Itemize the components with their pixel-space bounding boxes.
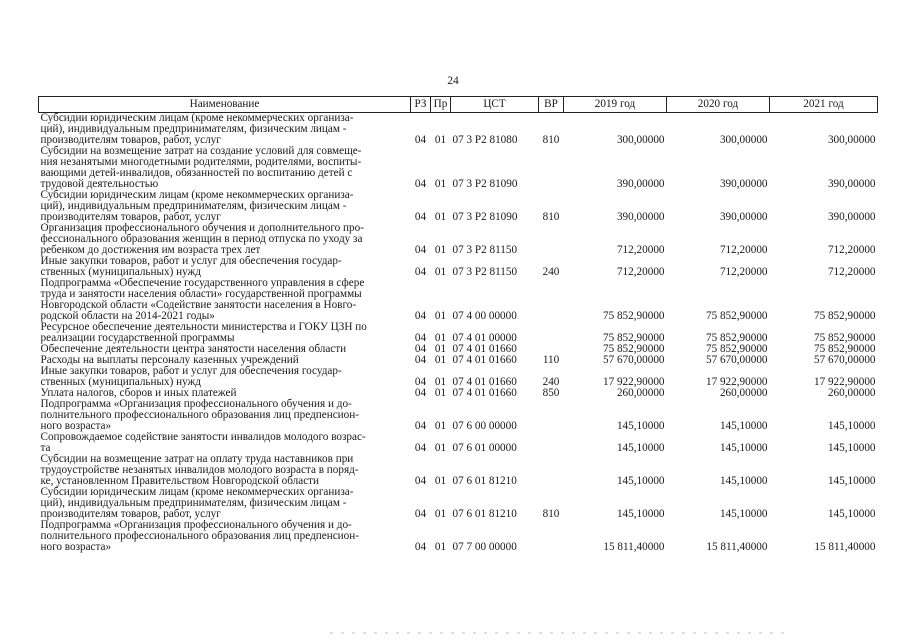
- row-rz: 04: [414, 354, 427, 366]
- table-row: [39, 190, 878, 223]
- table-row: [39, 399, 878, 432]
- table-row: [39, 366, 878, 388]
- row-2021: 57 670,00000: [813, 354, 876, 366]
- row-vr: 850: [542, 387, 560, 399]
- row-name: Субсидии на возмещение затрат на создание условий для совмеще- ния незанятыми многодетными родителями, родителями, воспиты- вающими детей-инвалидов, обязанностей по воспитанию детей с трудовой деятельностью: [40, 145, 362, 190]
- row-vr: [539, 399, 564, 432]
- row-name: Сопровождаемое содействие занятости инвалидов молодого возрас- та: [40, 431, 366, 454]
- row-2019: 17 922,90000: [602, 376, 665, 388]
- row-pr: 01: [434, 310, 447, 322]
- row-rz: 04: [414, 387, 427, 399]
- row-2021: 17 922,90000: [813, 376, 876, 388]
- row-2021: 145,10000: [827, 442, 876, 454]
- row-rz: 04: [414, 376, 427, 388]
- table-row: [39, 113, 878, 147]
- row-pr: 01: [434, 508, 447, 520]
- row-pr: 01: [434, 266, 447, 278]
- row-vr: 110: [542, 354, 560, 366]
- row-2020: 145,10000: [719, 475, 768, 487]
- row-name: Иные закупки товаров, работ и услуг для обеспечения государ- ственных (муниципальных) нужд: [40, 365, 342, 388]
- row-cst: 07 4 01 00000: [452, 332, 517, 344]
- row-2019: 712,20000: [616, 244, 665, 256]
- row-pr: 01: [434, 332, 447, 344]
- row-rz: 04: [414, 211, 427, 223]
- row-2019: 260,00000: [616, 387, 665, 399]
- table-body: [39, 113, 878, 554]
- row-2020: 145,10000: [719, 508, 768, 520]
- row-rz: 04: [414, 508, 427, 520]
- row-2019: 15 811,40000: [603, 541, 665, 553]
- row-cst: 07 3 P2 81150: [452, 266, 518, 278]
- row-2020: 712,20000: [719, 244, 768, 256]
- row-cst: 07 3 P2 81090: [452, 178, 518, 190]
- row-cst: 07 4 01 01660: [452, 354, 517, 366]
- header-row: [39, 97, 878, 113]
- row-pr: 01: [434, 387, 447, 399]
- row-vr: 240: [542, 266, 560, 278]
- row-rz: 04: [414, 332, 427, 344]
- row-2021: 712,20000: [827, 266, 876, 278]
- row-2019: 145,10000: [616, 508, 665, 520]
- row-2020: 300,00000: [719, 134, 768, 146]
- row-pr: 01: [434, 442, 447, 454]
- row-name: Субсидии на возмещение затрат на оплату труда наставников при трудоустройстве незанятых инвалидов молодого возраста в поряд- ке, установленном Правительством Новгородской области: [40, 453, 359, 487]
- row-pr: 01: [434, 343, 447, 355]
- row-name: Подпрограмма «Организация профессионального обучения и до- полнительного профессионального образования лиц предпенсион- ного возраста»: [40, 519, 359, 553]
- row-name: Подпрограмма «Организация профессионального обучения и до- полнительного профессионального образования лиц предпенсион- ного возраста»: [40, 398, 359, 432]
- row-2020: 75 852,90000: [705, 332, 768, 344]
- row-rz: 04: [414, 244, 427, 256]
- row-2019: 390,00000: [616, 211, 665, 223]
- row-name: Иные закупки товаров, работ и услуг для обеспечения государ- ственных (муниципальных) нужд: [40, 255, 342, 278]
- row-cst: 07 4 01 01660: [452, 343, 517, 355]
- row-vr: [539, 278, 564, 322]
- table-row: [39, 223, 878, 256]
- row-pr: 01: [434, 541, 447, 553]
- row-cst: 07 4 01 01660: [452, 387, 517, 399]
- row-rz: 04: [414, 178, 427, 190]
- scan-artifact: [330, 632, 790, 634]
- row-name: Расходы на выплаты персоналу казенных учреждений: [40, 354, 299, 366]
- row-pr: 01: [434, 376, 447, 388]
- row-rz: 04: [414, 134, 427, 146]
- row-cst: 07 6 00 00000: [452, 420, 517, 432]
- table-row: [39, 520, 878, 553]
- row-2019: 712,20000: [616, 266, 665, 278]
- row-2021: 75 852,90000: [813, 310, 876, 322]
- row-rz: 04: [414, 343, 427, 355]
- row-2019: 75 852,90000: [602, 343, 665, 355]
- row-2019: 75 852,90000: [602, 310, 665, 322]
- row-2019: 75 852,90000: [602, 332, 665, 344]
- row-name: Субсидии юридическим лицам (кроме некоммерческих организа- ций), индивидуальным предпринимателям, физическим лицам - производителям товаров, работ, услуг: [40, 189, 354, 223]
- table-row: [39, 432, 878, 454]
- row-name: Организация профессионального обучения и дополнительного про- фессионального образования женщин в период отпуска по уходу за ребенком до достижения им возраста трех лет: [40, 222, 364, 256]
- row-vr: 810: [542, 134, 560, 146]
- row-pr: 01: [434, 178, 447, 190]
- row-2020: 15 811,40000: [706, 541, 768, 553]
- row-vr: [539, 322, 564, 344]
- header-2020: 2020 год: [667, 97, 770, 113]
- row-name: Уплата налогов, сборов и иных платежей: [40, 387, 237, 399]
- table-row: [39, 487, 878, 520]
- row-2019: 145,10000: [616, 475, 665, 487]
- row-2019: 390,00000: [616, 178, 665, 190]
- row-2020: 712,20000: [719, 266, 768, 278]
- row-cst: 07 6 01 00000: [452, 442, 517, 454]
- row-pr: 01: [434, 475, 447, 487]
- row-vr: [539, 520, 564, 553]
- table-row: [39, 322, 878, 344]
- row-2020: 145,10000: [719, 420, 768, 432]
- row-vr: [539, 146, 564, 190]
- row-cst: 07 7 00 00000: [452, 541, 517, 553]
- row-2021: 15 811,40000: [814, 541, 876, 553]
- row-cst: 07 4 00 00000: [452, 310, 517, 322]
- row-2020: 75 852,90000: [705, 310, 768, 322]
- table-row: [39, 454, 878, 487]
- header-pr: Пр: [431, 97, 451, 113]
- row-2019: 145,10000: [616, 420, 665, 432]
- row-2021: 300,00000: [827, 134, 876, 146]
- row-name: Подпрограмма «Обеспечение государственного управления в сфере труда и занятости населения области» государственной программы Новгородской области «Содействие занятости населения в Новго- родской области на 2014-2021 годы»: [40, 277, 365, 322]
- row-2020: 390,00000: [719, 178, 768, 190]
- row-pr: 01: [434, 354, 447, 366]
- header-vr: ВР: [539, 97, 564, 113]
- table-row: [39, 146, 878, 190]
- row-vr: 810: [542, 508, 560, 520]
- row-2019: 57 670,00000: [602, 354, 665, 366]
- row-2021: 75 852,90000: [813, 332, 876, 344]
- row-2021: 390,00000: [827, 178, 876, 190]
- row-2021: 145,10000: [827, 475, 876, 487]
- table-header: [39, 97, 878, 113]
- row-rz: 04: [414, 266, 427, 278]
- row-2020: 260,00000: [719, 387, 768, 399]
- row-rz: 04: [414, 475, 427, 487]
- row-2019: 145,10000: [616, 442, 665, 454]
- row-pr: 01: [434, 134, 447, 146]
- row-vr: 240: [542, 376, 560, 388]
- row-name: Ресурсное обеспечение деятельности министерства и ГОКУ ЦЗН по реализации государственной программы: [40, 321, 367, 344]
- row-2021: 75 852,90000: [813, 343, 876, 355]
- page-number: 24: [447, 75, 459, 87]
- row-vr: [539, 223, 564, 256]
- row-cst: 07 4 01 01660: [452, 376, 517, 388]
- table-row: [39, 256, 878, 278]
- row-rz: 04: [414, 420, 427, 432]
- row-name: Субсидии юридическим лицам (кроме некоммерческих организа- ций), индивидуальным предпринимателям, физическим лицам - производителям товаров, работ, услуг: [40, 486, 354, 520]
- row-vr: 810: [542, 211, 560, 223]
- row-2021: 145,10000: [827, 508, 876, 520]
- row-2021: 712,20000: [827, 244, 876, 256]
- table-row: [39, 278, 878, 322]
- row-name: Обеспечение деятельности центра занятости населения области: [40, 343, 347, 355]
- row-2020: 75 852,90000: [705, 343, 768, 355]
- row-2021: 260,00000: [827, 387, 876, 399]
- header-cst: ЦСТ: [451, 97, 539, 113]
- row-2021: 390,00000: [827, 211, 876, 223]
- row-2020: 57 670,00000: [705, 354, 768, 366]
- header-2021: 2021 год: [770, 97, 878, 113]
- row-cst: 07 3 P2 81150: [452, 244, 518, 256]
- row-pr: 01: [434, 211, 447, 223]
- row-2021: 145,10000: [827, 420, 876, 432]
- row-cst: 07 3 P2 81080: [452, 134, 518, 146]
- budget-table: [38, 96, 878, 553]
- row-cst: 07 6 01 81210: [452, 508, 517, 520]
- row-2020: 17 922,90000: [705, 376, 768, 388]
- row-pr: 01: [434, 420, 447, 432]
- row-rz: 04: [414, 310, 427, 322]
- row-rz: 04: [414, 541, 427, 553]
- row-vr: [539, 454, 564, 487]
- row-2019: 300,00000: [616, 134, 665, 146]
- header-name: Наименование: [39, 97, 411, 113]
- header-2019: 2019 год: [564, 97, 667, 113]
- row-vr: [539, 432, 564, 454]
- row-2020: 390,00000: [719, 211, 768, 223]
- row-rz: 04: [414, 442, 427, 454]
- row-pr: 01: [434, 244, 447, 256]
- row-name: Субсидии юридическим лицам (кроме некоммерческих организа- ций), индивидуальным предпринимателям, физическим лицам - производителям товаров, работ, услуг: [40, 112, 354, 146]
- row-cst: 07 3 P2 81090: [452, 211, 518, 223]
- header-rz: РЗ: [411, 97, 431, 113]
- row-2020: 145,10000: [719, 442, 768, 454]
- row-cst: 07 6 01 81210: [452, 475, 517, 487]
